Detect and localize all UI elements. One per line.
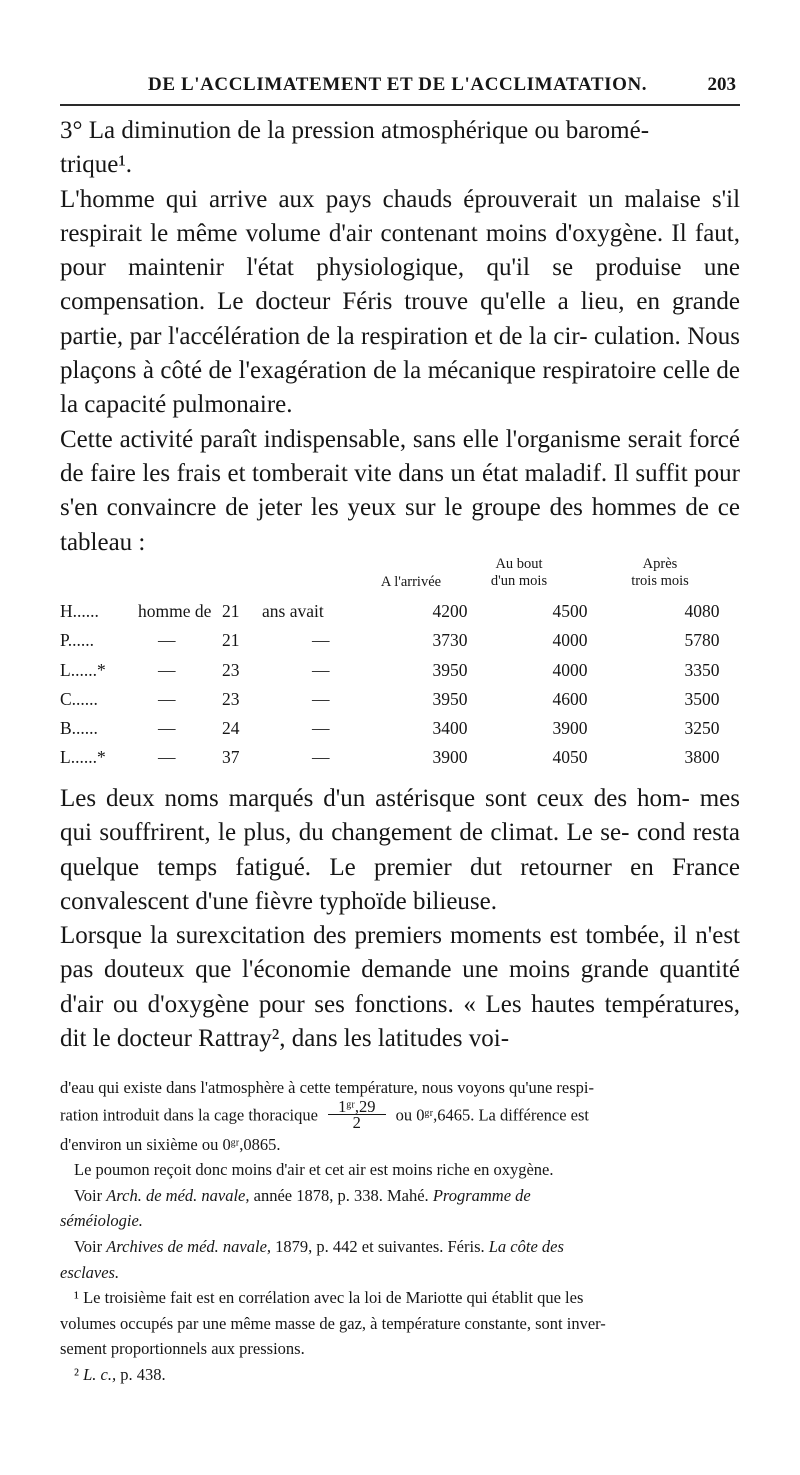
cell-arrivee: 3730 [432, 630, 468, 651]
text-line: L'homme qui arrive aux pays chauds éprouverait un malaise [60, 185, 701, 213]
cell-age: 21 [222, 601, 240, 621]
text-line: Lorsque la surexcitation des premiers moments est tombée, [60, 922, 666, 950]
fraction-denominator: 2 [352, 1112, 361, 1132]
footnote-line: ou 0ᵍʳ,6465. La différence est [395, 1104, 589, 1124]
cell-age: 21 [222, 630, 240, 651]
text-line: serait forcé de faire les frais et tomberait vite dans un état [60, 425, 741, 487]
header-trois-mois-label: trois mois [631, 573, 689, 589]
text-line: en France convalescent d'une fièvre typhoïde bilieuse. [60, 853, 740, 915]
footnote-line: d'eau qui existe dans l'atmosphère à cette température, nous voyons qu'une respi- [60, 1078, 595, 1097]
footnote-mahe-cont [60, 1208, 740, 1234]
cell-trois-mois: 4080 [684, 601, 720, 621]
cell-homme: — [158, 630, 176, 651]
running-title: DE L'ACCLIMATEMENT ET DE L'ACCLIMATATION. [148, 74, 648, 95]
footnote-journal: Arch. de méd. navale, [106, 1185, 250, 1205]
text-line: Cette activité paraît indispensable, sans elle l'organisme [60, 425, 621, 453]
text-line: il n'est pas douteux que l'économie demande une moins grande [60, 922, 740, 984]
header-arrivee: A l'arrivée [380, 574, 442, 590]
footnotes [60, 1075, 740, 1388]
header-un-mois [464, 556, 574, 590]
paragraph-activite [60, 423, 740, 560]
paragraph-asterisque [60, 782, 740, 919]
footnote-mark: ² [74, 1364, 79, 1384]
cell-un-mois: 4600 [552, 688, 588, 709]
footnote-voir: Voir [74, 1185, 103, 1205]
footnote-2 [60, 1362, 740, 1388]
footnote-feris [60, 1234, 740, 1260]
cell-arrivee: 3950 [432, 659, 468, 680]
page-number: 203 [707, 74, 736, 95]
footnote-ref-lc: L. c., [83, 1364, 117, 1384]
text-line: culation. Nous plaçons à côté de l'exagération de la mécanique [60, 322, 740, 385]
capacite-table [60, 601, 740, 777]
header-trois-mois [600, 556, 720, 590]
cell-homme: — [158, 718, 176, 739]
cell-un-mois: 4000 [552, 630, 588, 651]
fraction-numerator: 1ᵍʳ,29 [328, 1099, 385, 1115]
cell-ans: — [312, 630, 330, 651]
cell-age: 23 [222, 688, 240, 709]
cell-age: 24 [222, 718, 240, 739]
cell-homme: homme de [138, 601, 212, 621]
footnote-mark: ¹ [74, 1288, 79, 1308]
footnote-title-cont: séméiologie. [60, 1211, 143, 1231]
footnote-line: Le troisième fait est en corrélation avec la loi de Mariotte qui établit que les [83, 1288, 584, 1308]
running-head [60, 74, 740, 106]
cell-trois-mois: 3500 [684, 688, 720, 709]
text-line: grande partie, par l'accélération de la respiration et de la cir- [60, 288, 741, 350]
cell-homme: — [158, 659, 176, 680]
paragraph-homme [60, 183, 740, 423]
cell-name: L......* [60, 747, 106, 768]
cell-homme: — [158, 747, 176, 768]
text-line: trique¹. [60, 151, 133, 179]
footnote-poumon [60, 1157, 740, 1183]
cell-ans: — [312, 659, 330, 680]
footnote-mahe [60, 1183, 740, 1209]
text-line: s'il respirait le même volume d'air contenant moins d'oxygène. [60, 185, 741, 247]
table-row [60, 747, 740, 776]
footnote-line: volumes occupés par une même masse de gaz, à température constante, sont inver- [60, 1313, 606, 1333]
footnote-line: sement proportionnels aux pressions. [60, 1339, 305, 1359]
footnote-title-cont: esclaves. [60, 1262, 120, 1282]
cell-ans: — [312, 718, 330, 739]
footnote-continuation [60, 1075, 740, 1157]
text-line: températures, dit le docteur Rattray², dans les latitudes voi- [60, 990, 741, 1053]
cell-name: L......* [60, 659, 106, 680]
text-line: Il faut, pour maintenir l'état physiologique, qu'il se produise [60, 219, 740, 282]
footnote-line: ration introduit dans la cage thoracique [60, 1104, 318, 1124]
footnote-page: p. 438. [120, 1364, 166, 1384]
table-row [60, 718, 740, 747]
text-line: maladif. Il suffit pour s'en convaincre de jeter les yeux sur le [60, 459, 741, 522]
table-row [60, 660, 740, 689]
cell-homme: — [158, 688, 176, 709]
table-row [60, 601, 740, 630]
footnote-ref: 1879, p. 442 et suivantes. Féris. [275, 1236, 485, 1256]
cell-trois-mois: 3350 [684, 659, 720, 680]
header-apres: Après [642, 556, 678, 572]
cell-age: 23 [222, 659, 240, 680]
footnote-feris-cont [60, 1260, 740, 1286]
cell-arrivee: 3900 [432, 747, 468, 768]
cell-un-mois: 4500 [552, 601, 588, 621]
cell-arrivee: 3400 [432, 718, 468, 739]
text-line: 3° La diminution de la pression atmosphérique ou baromé- [60, 117, 650, 144]
footnote-1 [60, 1285, 740, 1311]
cell-arrivee: 4200 [432, 601, 468, 621]
text-line: cond resta quelque temps fatigué. Le premier dut retourner [60, 819, 740, 881]
cell-trois-mois: 5780 [684, 630, 720, 651]
text-line: respiratoire celle de la capacité pulmonaire. [60, 357, 741, 419]
table-row [60, 689, 740, 718]
cell-un-mois: 4050 [552, 747, 588, 768]
fraction [328, 1096, 385, 1132]
text-line: quantité d'air ou d'oxygène pour ses fonctions. « Les hautes [60, 956, 741, 1018]
cell-name: C...... [60, 688, 98, 709]
cell-name: H...... [60, 601, 99, 621]
text-line: une compensation. Le docteur Féris trouve qu'elle a lieu, en [60, 254, 741, 316]
paragraph-pression [60, 114, 740, 183]
cell-ans: — [312, 688, 330, 709]
footnote-title: Programme de [432, 1185, 531, 1205]
cell-name: P...... [60, 630, 95, 651]
cell-trois-mois: 3250 [684, 718, 720, 739]
cell-ans: ans avait [262, 601, 324, 621]
footnote-voir: Voir [74, 1236, 103, 1256]
cell-trois-mois: 3800 [684, 747, 720, 768]
footnote-title: La côte des [488, 1236, 564, 1256]
text-line: Les deux noms marqués d'un astérisque sont ceux des hom- [60, 785, 690, 812]
cell-un-mois: 3900 [552, 718, 588, 739]
cell-un-mois: 4000 [552, 659, 588, 680]
text-line: groupe des hommes de ce tableau : [60, 494, 740, 556]
cell-age: 37 [222, 747, 240, 768]
cell-arrivee: 3950 [432, 688, 468, 709]
footnote-1-cont [60, 1311, 740, 1362]
header-d-un-mois: d'un mois [490, 573, 548, 589]
footnote-journal: Archives de méd. navale, [106, 1236, 272, 1256]
header-au-bout: Au bout [495, 556, 543, 572]
body-text-top [60, 114, 740, 560]
footnote-ref: année 1878, p. 338. Mahé. [253, 1185, 429, 1205]
footnote-line: Le poumon reçoit donc moins d'air et cet air est moins riche en oxygène. [74, 1160, 554, 1180]
cell-name: B...... [60, 718, 98, 739]
table-row [60, 630, 740, 659]
paragraph-surexcitation [60, 919, 740, 1056]
text-line: mes qui souffrirent, le plus, du changement de climat. Le se- [60, 785, 740, 847]
cell-ans: — [312, 747, 330, 768]
body-text-bottom [60, 782, 740, 1056]
footnote-line: d'environ un sixième ou 0ᵍʳ,0865. [60, 1134, 281, 1154]
